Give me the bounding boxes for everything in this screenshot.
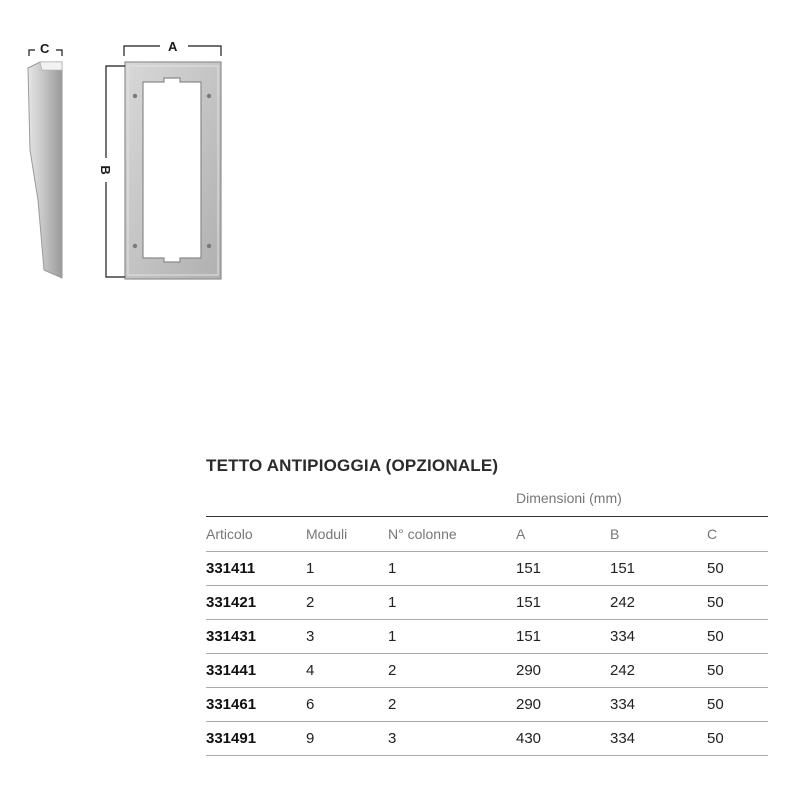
cell-colonne: 1: [388, 586, 516, 620]
cell-moduli: 1: [306, 552, 388, 586]
column-header-moduli: Moduli: [306, 517, 388, 552]
cell-b: 242: [610, 586, 707, 620]
cell-articolo: 331411: [206, 552, 306, 586]
front-view: [125, 62, 221, 279]
cell-articolo: 331431: [206, 620, 306, 654]
cell-c: 50: [707, 586, 768, 620]
cell-articolo: 331461: [206, 688, 306, 722]
cell-b: 334: [610, 722, 707, 756]
cell-c: 50: [707, 722, 768, 756]
dimensions-header: Dimensioni (mm): [516, 490, 622, 506]
table-row: [206, 552, 768, 586]
cell-moduli: 4: [306, 654, 388, 688]
cell-moduli: 3: [306, 620, 388, 654]
cell-c: 50: [707, 552, 768, 586]
dimension-a-label: A: [168, 39, 178, 54]
cell-colonne: 3: [388, 722, 516, 756]
side-view: [28, 62, 62, 278]
column-header-a: A: [516, 517, 610, 552]
cell-b: 151: [610, 552, 707, 586]
table-row: [206, 586, 768, 620]
column-header-b: B: [610, 517, 707, 552]
cell-c: 50: [707, 620, 768, 654]
cell-articolo: 331491: [206, 722, 306, 756]
table-row: [206, 688, 768, 722]
dimension-b-label: B: [98, 165, 113, 175]
cell-a: 290: [516, 654, 610, 688]
cell-b: 242: [610, 654, 707, 688]
cell-c: 50: [707, 654, 768, 688]
cell-a: 151: [516, 620, 610, 654]
cell-colonne: 2: [388, 688, 516, 722]
table-row: [206, 620, 768, 654]
rain-cover-drawing: [0, 0, 260, 300]
cell-c: 50: [707, 688, 768, 722]
cell-moduli: 9: [306, 722, 388, 756]
table-row: [206, 722, 768, 756]
spec-table: [206, 516, 768, 756]
cell-b: 334: [610, 620, 707, 654]
table-row: [206, 654, 768, 688]
cell-articolo: 331441: [206, 654, 306, 688]
column-header-c: C: [707, 517, 768, 552]
column-header-articolo: Articolo: [206, 517, 306, 552]
cell-a: 430: [516, 722, 610, 756]
cell-colonne: 1: [388, 620, 516, 654]
cell-colonne: 1: [388, 552, 516, 586]
cell-articolo: 331421: [206, 586, 306, 620]
cell-b: 334: [610, 688, 707, 722]
table-header-row: [206, 517, 768, 552]
column-header-colonne: N° colonne: [388, 517, 516, 552]
cell-moduli: 2: [306, 586, 388, 620]
dimension-c-label: C: [40, 41, 50, 56]
cell-colonne: 2: [388, 654, 516, 688]
cell-moduli: 6: [306, 688, 388, 722]
cell-a: 151: [516, 552, 610, 586]
cell-a: 151: [516, 586, 610, 620]
section-title: TETTO ANTIPIOGGIA (OPZIONALE): [206, 456, 499, 475]
cell-a: 290: [516, 688, 610, 722]
